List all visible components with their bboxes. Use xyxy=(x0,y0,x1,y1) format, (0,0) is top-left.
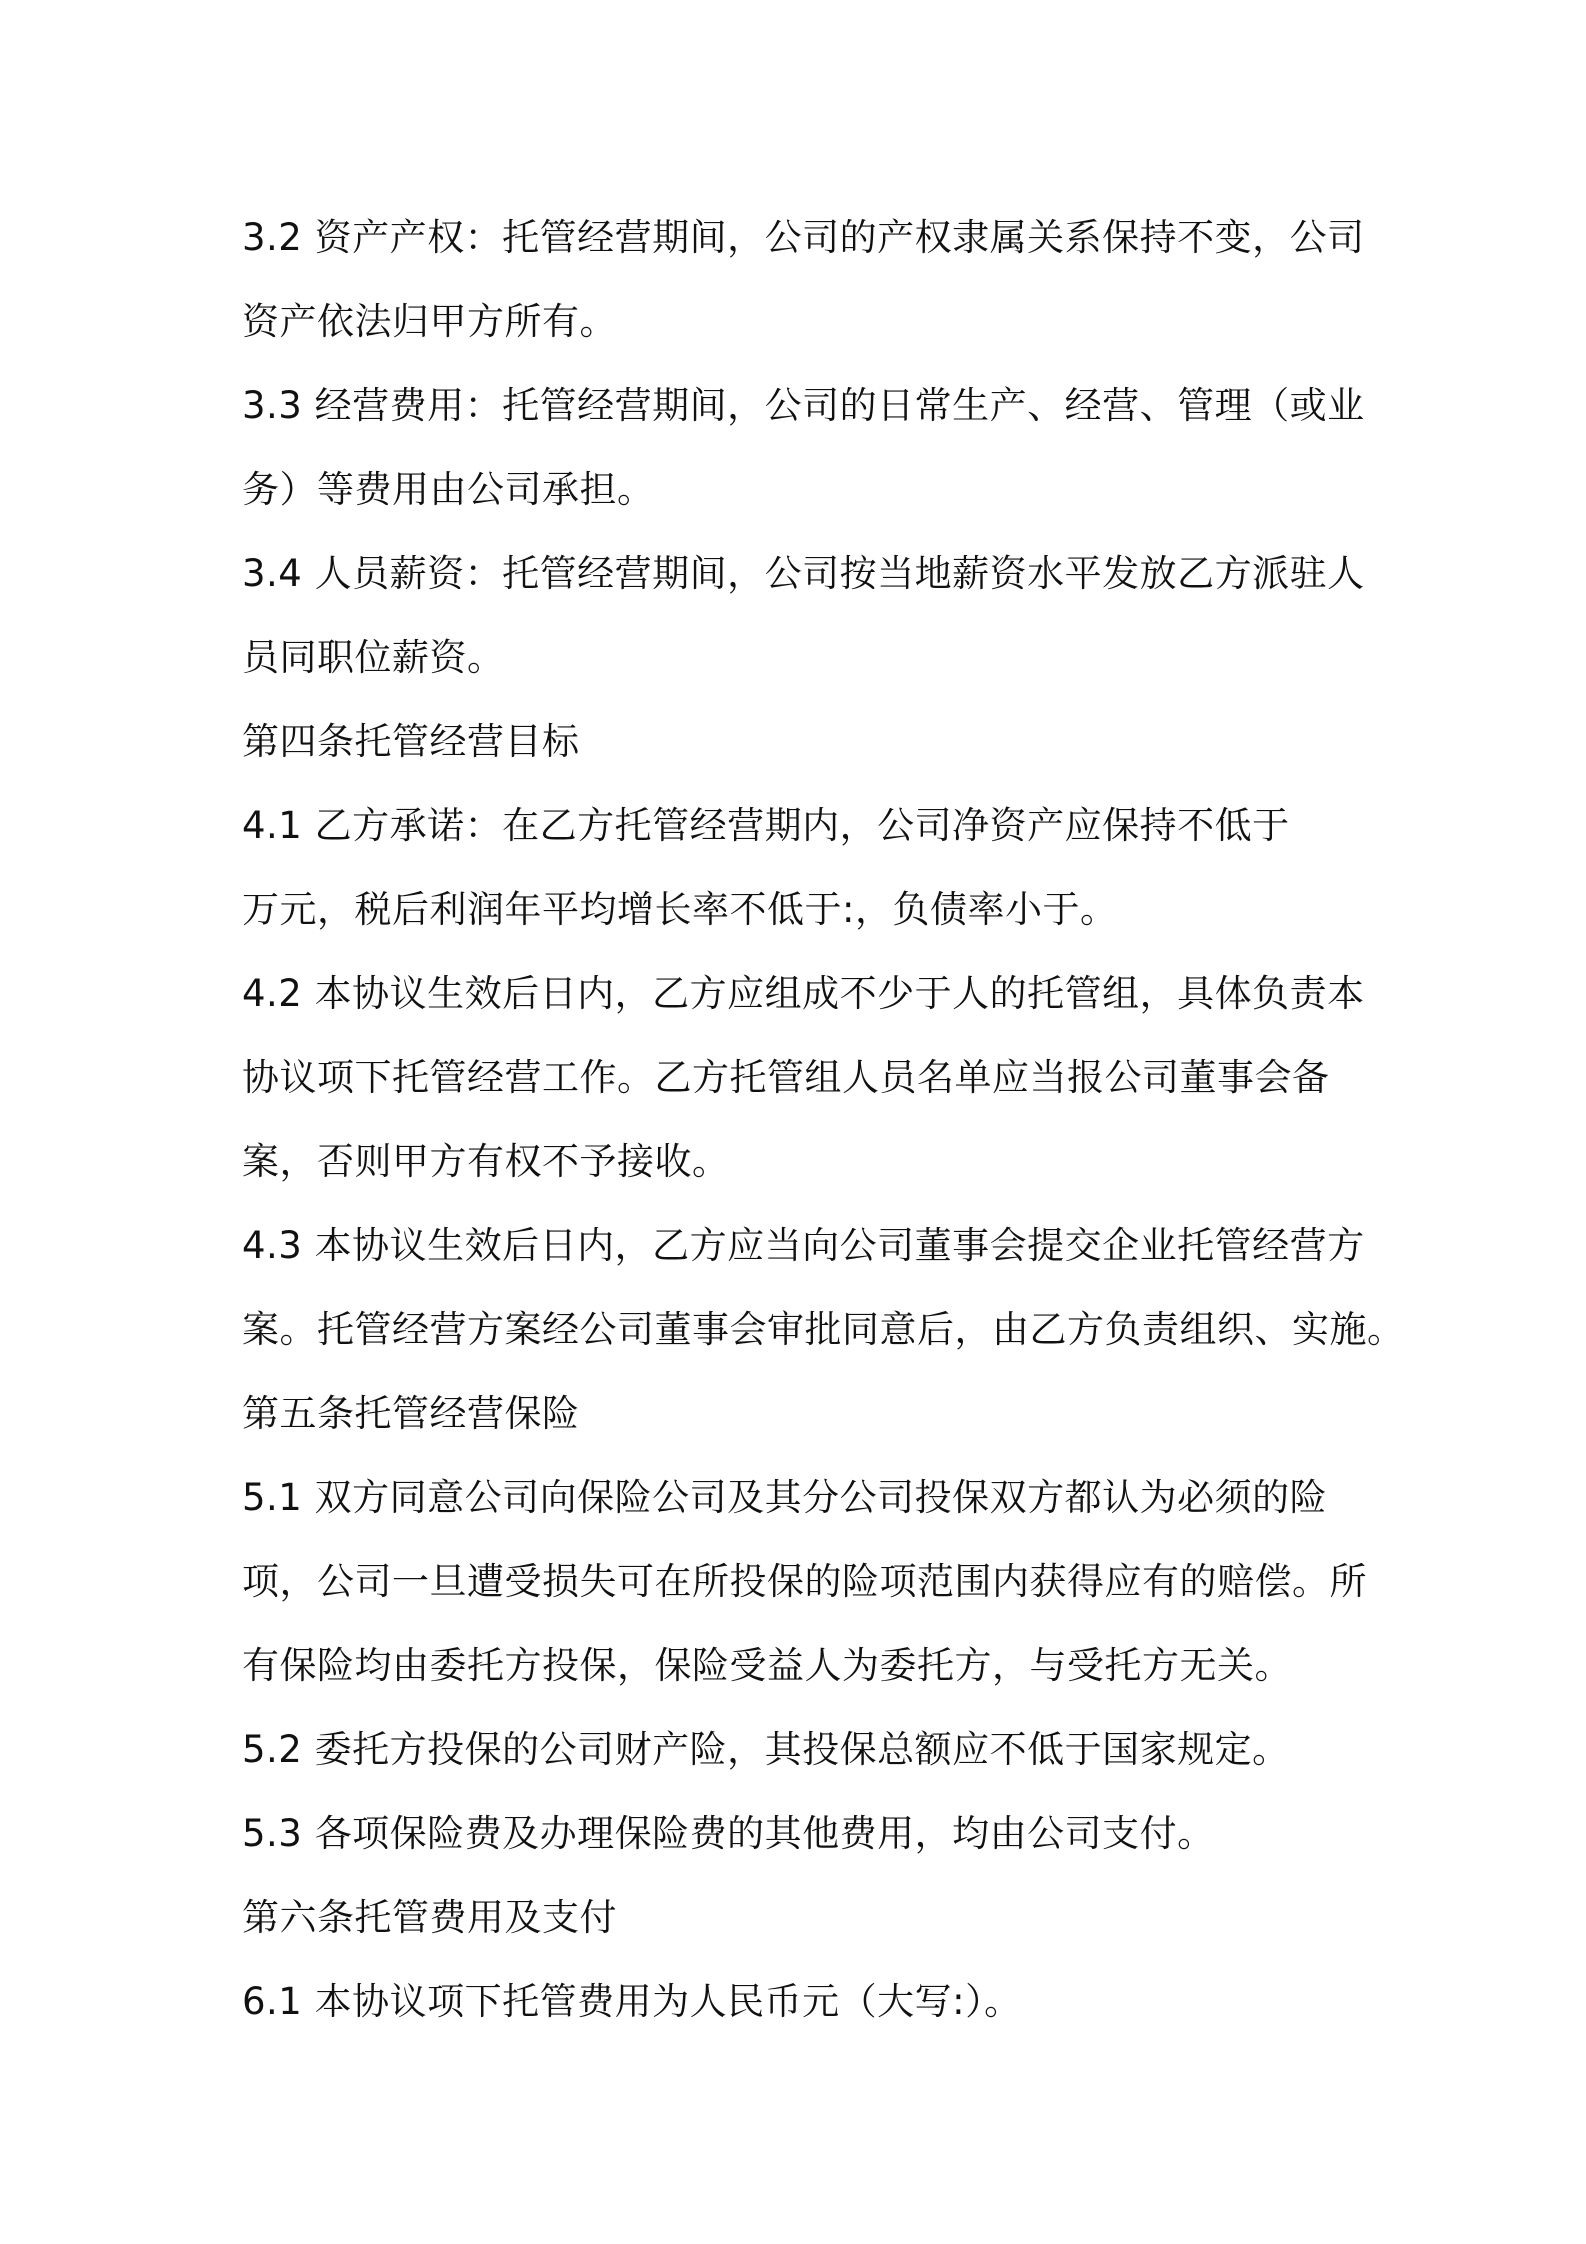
clause-3-4-line-1: 3.4 人员薪资：托管经营期间，公司按当地薪资水平发放乙方派驻人 xyxy=(242,552,1365,595)
document-body xyxy=(242,196,1405,2044)
clause-4-1-line-2: 万元，税后利润年平均增长率不低于:，负债率小于。 xyxy=(242,888,1118,931)
clause-4-2-line-3: 案，否则甲方有权不予接收。 xyxy=(242,1140,730,1183)
article-6-heading: 第六条托管费用及支付 xyxy=(242,1896,617,1939)
clause-4-2-line-1: 4.2 本协议生效后日内，乙方应组成不少于人的托管组，具体负责本 xyxy=(242,972,1365,1015)
clause-5-1-line-1: 5.1 双方同意公司向保险公司及其分公司投保双方都认为必须的险 xyxy=(242,1476,1328,1519)
clause-5-2-line-1: 5.2 委托方投保的公司财产险，其投保总额应不低于国家规定。 xyxy=(242,1728,1290,1771)
clause-5-3-line-1: 5.3 各项保险费及办理保险费的其他费用，均由公司支付。 xyxy=(242,1812,1215,1855)
clause-4-3-line-2: 案。托管经营方案经公司董事会审批同意后，由乙方负责组织、实施。 xyxy=(242,1308,1405,1351)
clause-3-3-line-1: 3.3 经营费用：托管经营期间，公司的日常生产、经营、管理（或业 xyxy=(242,384,1365,427)
article-5-heading: 第五条托管经营保险 xyxy=(242,1392,580,1435)
clause-4-2-line-2: 协议项下托管经营工作。乙方托管组人员名单应当报公司董事会备 xyxy=(242,1056,1330,1099)
clause-4-3-line-1: 4.3 本协议生效后日内，乙方应当向公司董事会提交企业托管经营方 xyxy=(242,1224,1365,1267)
clause-5-1-line-3: 有保险均由委托方投保，保险受益人为委托方，与受托方无关。 xyxy=(242,1644,1292,1687)
clause-3-3-line-2: 务）等费用由公司承担。 xyxy=(242,468,655,511)
article-4-heading: 第四条托管经营目标 xyxy=(242,720,580,763)
clause-4-1-line-1: 4.1 乙方承诺：在乙方托管经营期内，公司净资产应保持不低于 xyxy=(242,804,1290,847)
clause-3-2-line-2: 资产依法归甲方所有。 xyxy=(242,300,617,343)
clause-6-1-line-1: 6.1 本协议项下托管费用为人民币元（大写:）。 xyxy=(242,1980,1022,2023)
clause-3-2-line-1: 3.2 资产产权：托管经营期间，公司的产权隶属关系保持不变，公司 xyxy=(242,216,1365,259)
clause-5-1-line-2: 项，公司一旦遭受损失可在所投保的险项范围内获得应有的赔偿。所 xyxy=(242,1560,1367,1603)
clause-3-4-line-2: 员同职位薪资。 xyxy=(242,636,505,679)
